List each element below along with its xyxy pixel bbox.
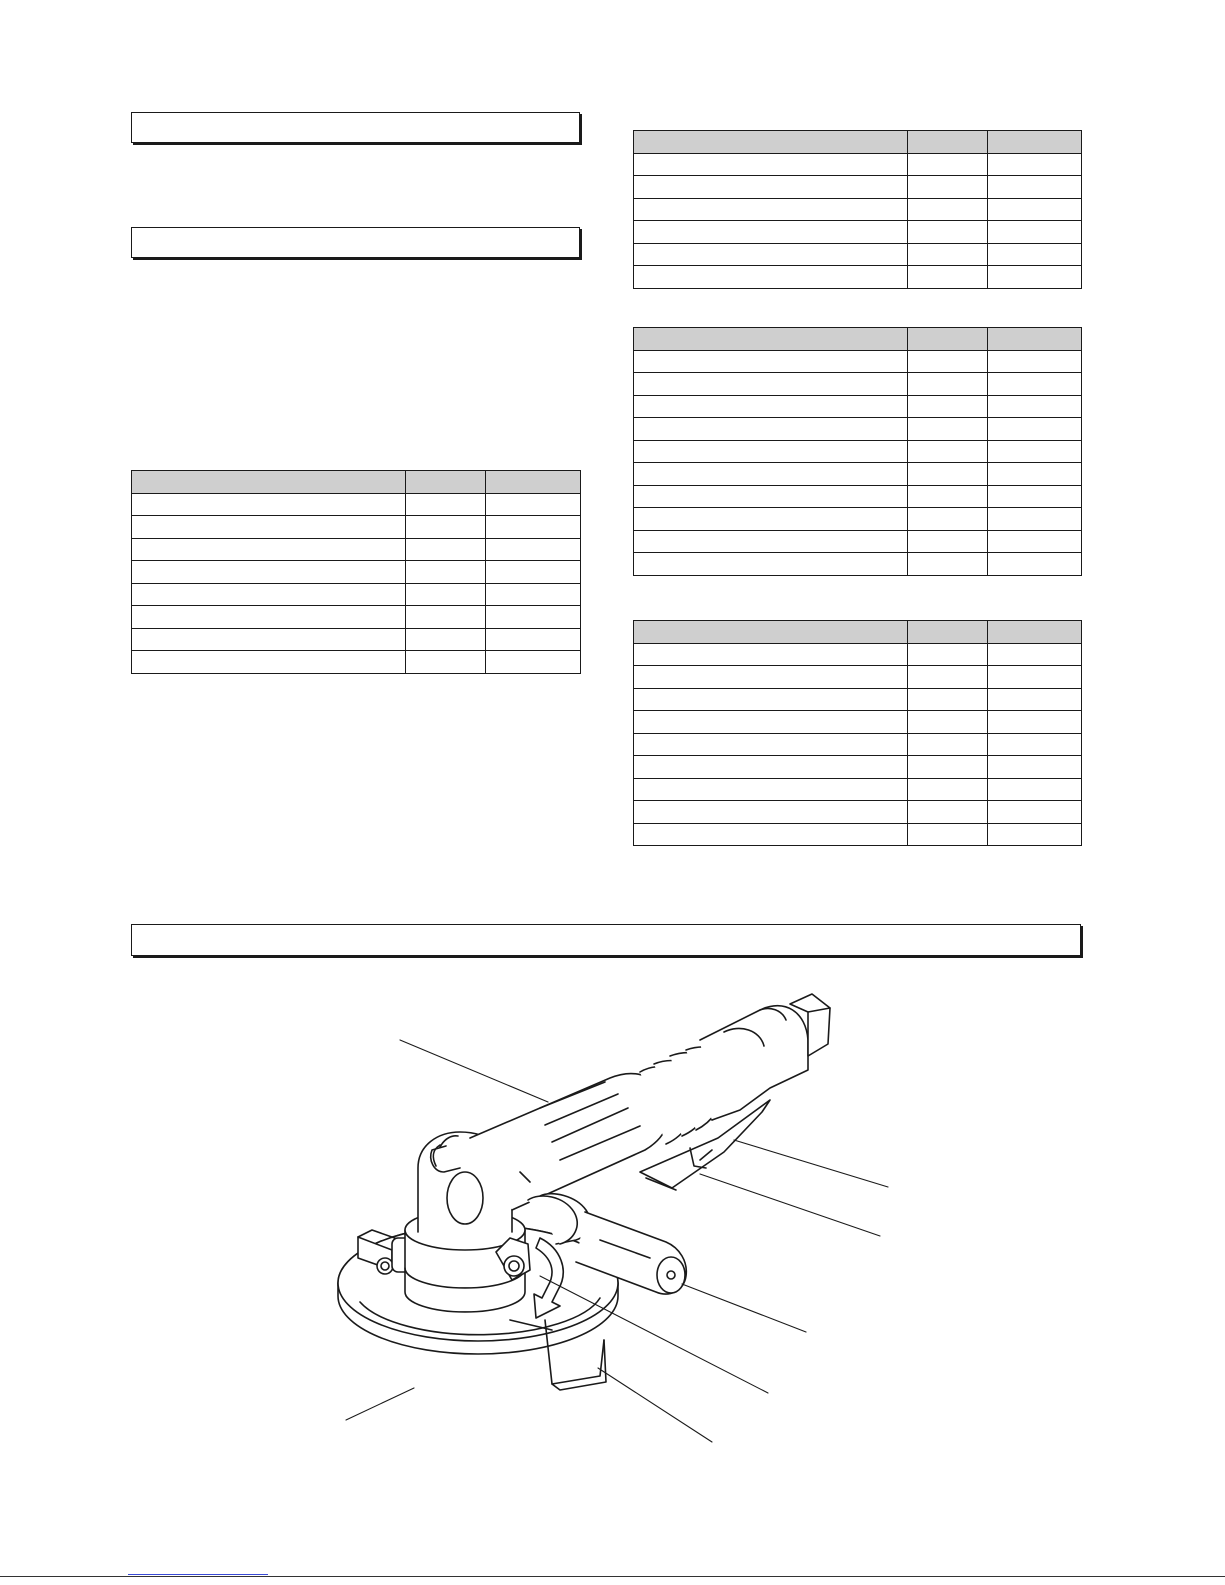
footer-rule [0,1576,1225,1577]
rear-housing [700,994,830,1120]
footer-link-underline[interactable] [128,1574,268,1575]
